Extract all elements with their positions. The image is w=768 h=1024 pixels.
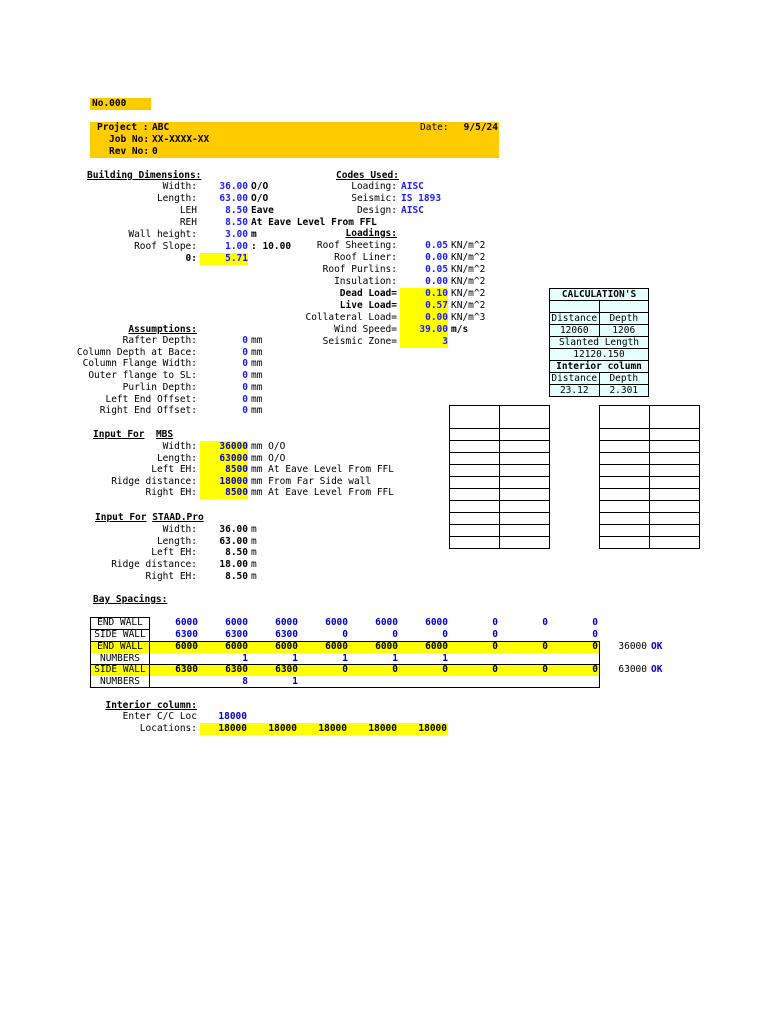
location-header xyxy=(650,406,700,418)
member-length xyxy=(450,441,500,453)
document-number: No.000 xyxy=(90,98,151,110)
staad-label: Length: xyxy=(156,535,197,547)
staad-unit: m xyxy=(251,570,257,582)
staad-unit: m xyxy=(251,524,257,535)
code-value: AISC xyxy=(401,181,424,192)
assumption-unit: mm xyxy=(251,370,263,382)
job-value: XX-XXXX-XX xyxy=(152,134,210,145)
member-header xyxy=(600,406,650,418)
bay-cell[interactable]: 6000 xyxy=(375,617,398,628)
member-table xyxy=(599,405,700,549)
rev-label: Rev No: xyxy=(109,146,150,157)
mbs-value[interactable]: 63000 xyxy=(200,453,248,465)
staad-label: Ridge distance: xyxy=(111,559,197,571)
building-unit: O/O xyxy=(251,181,269,192)
member-location xyxy=(650,477,700,489)
loading-label: Live Load= xyxy=(339,300,397,311)
staad-label: Left EH: xyxy=(151,547,197,559)
date-value: 9/5/24 xyxy=(463,122,498,133)
building-label: 0: xyxy=(185,253,197,264)
member-location xyxy=(500,489,550,501)
bay-spacings-title: Bay Spacings: xyxy=(93,594,168,605)
location-header xyxy=(500,406,550,418)
member-header-2 xyxy=(600,417,650,429)
interior-location-value: 18000 xyxy=(418,723,447,734)
bay-cell: 0 xyxy=(592,641,598,652)
staad-value: 36.00 xyxy=(219,524,248,535)
mbs-title xyxy=(93,429,173,441)
member-row xyxy=(450,537,550,549)
member-location xyxy=(500,477,550,489)
building-label: Roof Slope: xyxy=(134,241,197,252)
member-location xyxy=(650,501,700,513)
member-location xyxy=(650,453,700,465)
member-row xyxy=(600,513,700,525)
loading-value[interactable]: 0.57 xyxy=(400,300,448,312)
assumption-unit: mm xyxy=(251,358,263,370)
member-length xyxy=(600,429,650,441)
loading-unit: KN/m^2 xyxy=(451,252,486,263)
member-length xyxy=(450,453,500,465)
assumption-label: Column Flange Width: xyxy=(82,358,197,370)
bay-cell: 6000 xyxy=(175,641,198,652)
staad-unit: m xyxy=(251,559,257,571)
bay-cell: 0 xyxy=(542,664,548,675)
bay-cell: 1 xyxy=(292,653,298,664)
loading-label: Roof Purlins: xyxy=(322,264,397,275)
mbs-value[interactable]: 8500 xyxy=(200,464,248,476)
member-length xyxy=(450,489,500,501)
building-value: 36.00 xyxy=(219,181,248,192)
mbs-label: Ridge distance: xyxy=(111,475,197,487)
loading-label: Seismic Zone= xyxy=(322,336,397,347)
loading-value[interactable]: 0.00 xyxy=(400,312,448,324)
member-location xyxy=(650,441,700,453)
building-label: REH xyxy=(179,217,197,228)
interior-locations-label: Locations: xyxy=(139,723,197,734)
mbs-title-prefix: Input For xyxy=(93,429,145,440)
loading-label: Insulation: xyxy=(334,276,397,287)
member-length xyxy=(600,465,650,477)
building-label: Wall height: xyxy=(128,229,197,240)
bay-cell: 0 xyxy=(392,664,398,675)
assumption-label: Outer flange to SL: xyxy=(88,370,197,382)
member-location xyxy=(650,537,700,549)
member-location xyxy=(650,429,700,441)
loadings-title: Loadings: xyxy=(345,228,397,239)
bay-cell[interactable]: 0 xyxy=(592,617,598,628)
mbs-title-name: MBS xyxy=(155,429,174,440)
loading-value[interactable]: 39.00 xyxy=(400,324,448,336)
interior-enter-label: Enter C/C Loc xyxy=(122,711,197,722)
project-value: ABC xyxy=(152,122,170,133)
assumption-value[interactable]: 0 xyxy=(242,346,248,358)
bay-cell[interactable]: 0 xyxy=(392,629,398,640)
loading-unit: KN/m^2 xyxy=(451,300,486,311)
bay-cell: 0 xyxy=(592,664,598,675)
member-location xyxy=(650,525,700,537)
loading-label: Collateral Load= xyxy=(305,312,397,323)
member-length xyxy=(450,513,500,525)
member-length xyxy=(600,525,650,537)
member-length xyxy=(600,489,650,501)
assumption-unit: mm xyxy=(251,405,263,417)
member-row xyxy=(450,441,550,453)
bay-cell: 6000 xyxy=(325,641,348,652)
bay-side-wall-label-2: SIDE WALL xyxy=(94,664,146,675)
calc-int-distance-value: 23.12 xyxy=(550,385,600,397)
building-label: Length: xyxy=(156,193,197,204)
bay-cell: 6300 xyxy=(225,664,248,675)
bay-cell: 6000 xyxy=(375,641,398,652)
calc-int-depth-header: Depth xyxy=(599,373,649,385)
assumption-value[interactable]: 0 xyxy=(242,405,248,417)
loading-unit: KN/m^2 xyxy=(451,264,486,275)
loading-value: 0.05 xyxy=(425,240,448,251)
loading-unit: KN/m^3 xyxy=(451,312,486,323)
bay-cell: 0 xyxy=(342,664,348,675)
mbs-label: Left EH: xyxy=(151,464,197,476)
building-unit: : 10.00 xyxy=(251,241,292,252)
code-value: AISC xyxy=(401,205,424,216)
calc-title: CALCULATION'S xyxy=(550,289,649,301)
bay-cell: 0 xyxy=(492,664,498,675)
bay-cell[interactable]: 6000 xyxy=(325,617,348,628)
member-table xyxy=(449,405,550,549)
bay-cell: 6000 xyxy=(425,641,448,652)
bay-cell[interactable]: 0 xyxy=(492,629,498,640)
staad-title-name: STAAD.Pro xyxy=(152,512,204,523)
bay-numbers-label: NUMBERS xyxy=(99,653,141,664)
member-length xyxy=(600,477,650,489)
calc-distance-header: Distance xyxy=(551,313,598,324)
loading-value[interactable]: 3 xyxy=(400,336,448,348)
bay-cell[interactable]: 0 xyxy=(592,629,598,640)
location-header-2 xyxy=(500,417,550,429)
member-header-2 xyxy=(450,417,500,429)
bay-cell[interactable]: 6000 xyxy=(175,617,198,628)
loading-value: 0.00 xyxy=(425,252,448,263)
loading-unit: KN/m^2 xyxy=(451,240,486,251)
member-row xyxy=(450,525,550,537)
assumption-unit: mm xyxy=(251,335,263,346)
code-value: IS 1893 xyxy=(401,193,442,204)
assumption-value[interactable]: 0 xyxy=(242,393,248,405)
interior-location-value: 18000 xyxy=(368,723,397,734)
code-label: Loading: xyxy=(351,181,397,192)
bay-cell: 1 xyxy=(342,653,348,664)
interior-location-value: 18000 xyxy=(268,723,297,734)
calc-int-distance-header: Distance xyxy=(551,373,598,384)
member-length xyxy=(450,429,500,441)
staad-title-prefix: Input For xyxy=(95,512,147,523)
building-label: LEH xyxy=(179,205,197,216)
member-location xyxy=(500,465,550,477)
loading-label: Dead Load= xyxy=(339,288,397,299)
mbs-unit: mm O/O xyxy=(251,452,286,464)
staad-title xyxy=(95,512,204,524)
code-label: Seismic: xyxy=(351,193,397,204)
codes-title: Codes Used: xyxy=(336,170,399,181)
assumption-value[interactable]: 0 xyxy=(242,370,248,382)
bay-side-wall-label: SIDE WALL xyxy=(94,629,146,640)
member-row xyxy=(600,441,700,453)
building-value[interactable]: 1.00 xyxy=(225,241,248,252)
bay-cell[interactable]: 6300 xyxy=(175,629,198,640)
member-location xyxy=(500,441,550,453)
bay-cell: 6300 xyxy=(275,664,298,675)
bay-cell: 1 xyxy=(442,653,448,664)
side-wall-total: 63000 xyxy=(618,664,647,675)
bay-cell[interactable]: 6300 xyxy=(275,629,298,640)
assumption-label: Column Depth at Bace: xyxy=(76,346,197,358)
bay-cell: 1 xyxy=(292,676,298,687)
staad-label: Width: xyxy=(162,524,197,535)
member-row xyxy=(600,453,700,465)
interior-location-value: 18000 xyxy=(218,723,247,734)
code-label: Design: xyxy=(356,205,397,216)
rev-value: 0 xyxy=(152,146,158,157)
assumption-unit: mm xyxy=(251,346,263,358)
member-row xyxy=(450,513,550,525)
member-row xyxy=(450,429,550,441)
member-length xyxy=(600,441,650,453)
member-row xyxy=(450,453,550,465)
calc-empty-a xyxy=(550,301,600,313)
member-row xyxy=(450,501,550,513)
building-dimensions-title: Building Dimensions: xyxy=(87,170,202,181)
calc-slanted-value: 12120.150 xyxy=(550,349,649,361)
calculations-table xyxy=(549,288,649,397)
calc-interior-label: Interior column xyxy=(550,361,649,373)
loading-unit: KN/m^2 xyxy=(451,288,486,299)
building-label: Width: xyxy=(162,181,197,192)
bay-cell: 8 xyxy=(242,676,248,687)
building-unit: At Eave Level From FFL xyxy=(251,217,377,228)
calc-slanted-label: Slanted Length xyxy=(550,337,649,349)
mbs-unit: mm At Eave Level From FFL xyxy=(251,487,394,499)
member-row xyxy=(450,477,550,489)
mbs-unit: mm From Far Side wall xyxy=(251,475,372,487)
assumption-value[interactable]: 0 xyxy=(242,381,248,393)
assumption-label: Right End Offset: xyxy=(99,405,197,417)
member-location xyxy=(500,537,550,549)
member-location xyxy=(500,501,550,513)
bay-end-wall-label: END WALL xyxy=(97,617,143,628)
staad-value: 8.50 xyxy=(225,570,248,582)
building-value: 8.50 xyxy=(225,217,248,228)
staad-value: 8.50 xyxy=(225,547,248,559)
mbs-label: Right EH: xyxy=(145,487,197,499)
bay-cell[interactable]: 6000 xyxy=(225,617,248,628)
member-location xyxy=(650,513,700,525)
member-row xyxy=(600,465,700,477)
assumption-label: Purlin Depth: xyxy=(122,381,197,393)
bay-cell: 0 xyxy=(542,641,548,652)
member-length xyxy=(600,537,650,549)
calc-depth-header: Depth xyxy=(599,313,649,325)
member-row xyxy=(600,477,700,489)
mbs-label: Width: xyxy=(162,441,197,452)
calc-empty-b xyxy=(599,301,649,313)
bay-cell: 6300 xyxy=(175,664,198,675)
assumption-unit: mm xyxy=(251,393,263,405)
member-length xyxy=(600,501,650,513)
calc-depth-value: 1206 xyxy=(599,325,649,337)
assumption-label: Left End Offset: xyxy=(105,393,197,405)
loading-unit: KN/m^2 xyxy=(451,276,486,287)
assumption-value[interactable]: 0 xyxy=(242,335,248,346)
interior-enter-value[interactable]: 18000 xyxy=(218,711,247,722)
building-value: 8.50 xyxy=(225,205,248,216)
loading-value[interactable]: 0.10 xyxy=(400,288,448,300)
end-wall-check: OK xyxy=(651,641,663,652)
assumptions-title: Assumptions: xyxy=(128,324,197,335)
building-value: 63.00 xyxy=(219,193,248,204)
project-label: Project : xyxy=(97,122,149,133)
mbs-value[interactable]: 8500 xyxy=(200,487,248,499)
location-header-2 xyxy=(650,417,700,429)
bay-cell[interactable]: 6000 xyxy=(425,617,448,628)
member-row xyxy=(600,525,700,537)
member-location xyxy=(650,489,700,501)
assumption-label: Rafter Depth: xyxy=(122,335,197,346)
building-unit: m xyxy=(251,229,257,240)
member-length xyxy=(450,537,500,549)
end-wall-total: 36000 xyxy=(618,641,647,652)
calc-distance-value: 12060 xyxy=(550,325,600,337)
building-unit: O/O xyxy=(251,193,269,204)
staad-unit: m xyxy=(251,535,257,547)
bay-cell[interactable]: 0 xyxy=(342,629,348,640)
staad-unit: m xyxy=(251,547,257,559)
building-unit: Eave xyxy=(251,205,274,216)
bay-cell[interactable]: 6000 xyxy=(275,617,298,628)
job-label: Job No: xyxy=(109,134,150,145)
mbs-unit: mm At Eave Level From FFL xyxy=(251,464,394,476)
member-length xyxy=(450,525,500,537)
member-length xyxy=(450,477,500,489)
mbs-unit: mm O/O xyxy=(251,441,286,452)
calc-int-depth-value: 2.301 xyxy=(599,385,649,397)
bay-cell[interactable]: 0 xyxy=(442,629,448,640)
side-wall-check: OK xyxy=(651,664,663,675)
member-location xyxy=(500,513,550,525)
bay-cell[interactable]: 0 xyxy=(542,617,548,628)
mbs-value[interactable]: 36000 xyxy=(200,441,248,453)
assumption-unit: mm xyxy=(251,381,263,393)
member-length xyxy=(450,501,500,513)
loading-label: Roof Sheeting: xyxy=(316,240,397,251)
bay-cell: 6000 xyxy=(225,641,248,652)
bay-cell: 1 xyxy=(242,653,248,664)
member-location xyxy=(500,525,550,537)
interior-location-value: 18000 xyxy=(318,723,347,734)
interior-column-title: Interior column: xyxy=(105,700,197,711)
date-label: Date: xyxy=(420,122,449,133)
loading-label: Wind Speed= xyxy=(334,324,397,335)
bay-cell: 6000 xyxy=(275,641,298,652)
bay-cell: 0 xyxy=(492,641,498,652)
loading-label: Roof Liner: xyxy=(334,252,397,263)
bay-cell: 0 xyxy=(442,664,448,675)
staad-value: 63.00 xyxy=(219,535,248,547)
assumption-value[interactable]: 0 xyxy=(242,358,248,370)
mbs-label: Length: xyxy=(156,452,197,464)
member-row xyxy=(600,501,700,513)
member-length xyxy=(600,513,650,525)
member-row xyxy=(600,489,700,501)
member-row xyxy=(450,489,550,501)
member-location xyxy=(500,429,550,441)
member-row xyxy=(450,465,550,477)
mbs-value[interactable]: 18000 xyxy=(200,476,248,488)
bay-cell[interactable]: 6300 xyxy=(225,629,248,640)
member-location xyxy=(500,453,550,465)
member-length xyxy=(450,465,500,477)
bay-end-wall-label-2: END WALL xyxy=(97,641,143,652)
member-length xyxy=(600,453,650,465)
building-value[interactable]: 3.00 xyxy=(225,229,248,240)
staad-label: Right EH: xyxy=(145,570,197,582)
staad-value: 18.00 xyxy=(219,559,248,571)
member-row xyxy=(600,537,700,549)
building-value[interactable]: 5.71 xyxy=(200,253,248,265)
bay-cell: 1 xyxy=(392,653,398,664)
bay-numbers-label-2: NUMBERS xyxy=(99,676,141,687)
loading-value: 0.00 xyxy=(425,276,448,287)
loading-unit: m/s xyxy=(451,324,469,335)
member-header xyxy=(450,406,500,418)
bay-cell[interactable]: 0 xyxy=(492,617,498,628)
member-row xyxy=(600,429,700,441)
member-location xyxy=(650,465,700,477)
loading-value: 0.05 xyxy=(425,264,448,275)
